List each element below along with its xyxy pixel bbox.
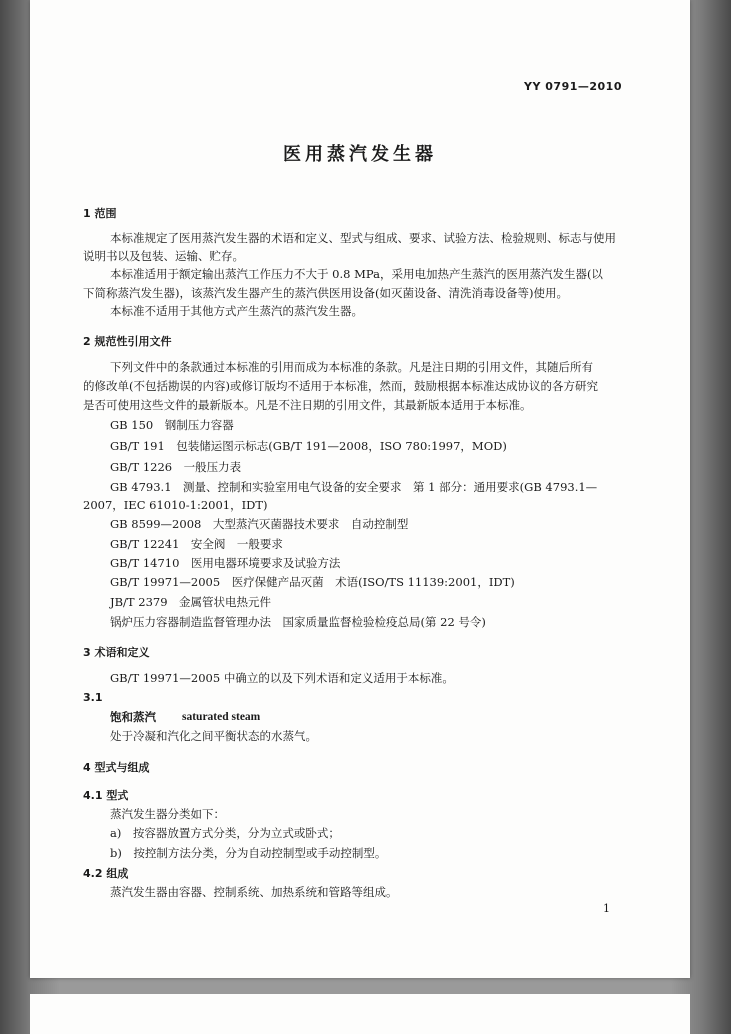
section-2-text-line: 的修改单(不包括勘误的内容)或修订版均不适用于本标准，然而，鼓励根据本标准达成协议的各方研究 bbox=[83, 379, 598, 393]
next-page-edge bbox=[30, 994, 690, 1034]
section-3-text-line: GB/T 19971—2005 中确立的以及下列术语和定义适用于本标准。 bbox=[110, 671, 454, 685]
section-4-heading: 4 型式与组成 bbox=[83, 761, 150, 774]
term-english: saturated steam bbox=[182, 711, 261, 723]
reference-item: GB 150 钢制压力容器 bbox=[110, 418, 234, 432]
section-4-text-line: 蒸汽发生器由容器、控制系统、加热系统和管路等组成。 bbox=[110, 885, 398, 899]
section-1-text-line: 本标准适用于额定输出蒸汽工作压力不大于 0.8 MPa，采用电加热产生蒸汽的医用蒸汽发生器(以 bbox=[110, 267, 603, 281]
subsection-4-2-heading: 4.2 组成 bbox=[83, 867, 129, 880]
standard-code: YY 0791—2010 bbox=[524, 80, 622, 93]
list-item: b) 按控制方法分类，分为自动控制型或手动控制型。 bbox=[110, 846, 387, 860]
section-2-heading: 2 规范性引用文件 bbox=[83, 335, 172, 348]
term-definition: 处于冷凝和汽化之间平衡状态的水蒸气。 bbox=[110, 729, 317, 743]
reference-item: GB/T 19971—2005 医疗保健产品灭菌 术语(ISO/TS 11139:2001，IDT) bbox=[110, 575, 515, 589]
list-item: a) 按容器放置方式分类，分为立式或卧式； bbox=[110, 826, 340, 840]
section-1-heading: 1 范围 bbox=[83, 207, 117, 220]
term-chinese: 饱和蒸汽 bbox=[110, 710, 156, 724]
document-page bbox=[30, 0, 690, 978]
subsection-number: 3.1 bbox=[83, 691, 103, 704]
reference-item: GB 8599—2008 大型蒸汽灭菌器技术要求 自动控制型 bbox=[110, 517, 409, 531]
document-title: 医用蒸汽发生器 bbox=[283, 144, 437, 165]
reference-item: GB/T 12241 安全阀 一般要求 bbox=[110, 537, 283, 551]
section-1-text-line: 本标准规定了医用蒸汽发生器的术语和定义、型式与组成、要求、试验方法、检验规则、标志与使用 bbox=[110, 231, 616, 245]
section-4-text-line: 蒸汽发生器分类如下： bbox=[110, 807, 225, 821]
reference-item: GB 4793.1 测量、控制和实验室用电气设备的安全要求 第 1 部分：通用要求(GB 4793.1— bbox=[110, 480, 598, 494]
reference-item: JB/T 2379 金属管状电热元件 bbox=[110, 595, 272, 609]
section-1-text-line: 本标准不适用于其他方式产生蒸汽的蒸汽发生器。 bbox=[110, 304, 363, 318]
subsection-4-1-heading: 4.1 型式 bbox=[83, 789, 129, 802]
reference-item: GB/T 191 包装储运图示标志(GB/T 191—2008，ISO 780:1997，MOD) bbox=[110, 439, 507, 453]
section-1-text-line: 说明书以及包装、运输、贮存。 bbox=[83, 249, 244, 263]
section-2-text-line: 是否可使用这些文件的最新版本。凡是不注日期的引用文件，其最新版本适用于本标准。 bbox=[83, 398, 532, 412]
reference-item: 锅炉压力容器制造监督管理办法 国家质量监督检验检疫总局(第 22 号令) bbox=[110, 615, 486, 629]
page-number: 1 bbox=[603, 902, 610, 915]
section-2-text-line: 下列文件中的条款通过本标准的引用而成为本标准的条款。凡是注日期的引用文件，其随后所有 bbox=[110, 360, 593, 374]
reference-item: GB/T 1226 一般压力表 bbox=[110, 460, 242, 474]
reference-item: GB/T 14710 医用电器环境要求及试验方法 bbox=[110, 556, 341, 570]
section-3-heading: 3 术语和定义 bbox=[83, 646, 150, 659]
section-1-text-line: 下简称蒸汽发生器)，该蒸汽发生器产生的蒸汽供医用设备(如灭菌设备、清洗消毒设备等)使用。 bbox=[83, 286, 568, 300]
reference-item: 2007，IEC 61010-1:2001，IDT) bbox=[83, 498, 268, 512]
